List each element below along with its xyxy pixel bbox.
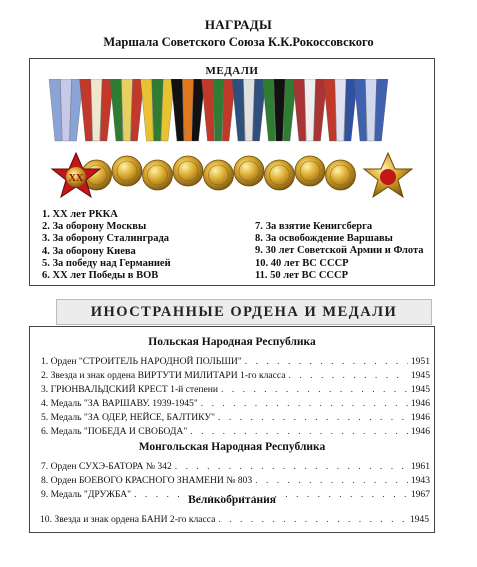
medal-item: 10. 40 лет ВС СССР: [255, 257, 349, 269]
medal-item: 5. За победу над Германией: [42, 257, 171, 269]
award-row: 4. Медаль "ЗА ВАРШАВУ. 1939-1945" . . . 1946: [41, 398, 430, 409]
medal-disc-icon: [265, 160, 295, 190]
medal-disc-icon: [173, 156, 203, 186]
award-row: 2. Звезда и знак ордена ВИРТУТИ МИЛИТАРИ 1-го класса . . . 1945: [41, 370, 430, 381]
medal-ribbon-icon: [263, 79, 297, 141]
medal-disc-icon: [234, 156, 264, 186]
award-row: 9. Медаль "ДРУЖБА" . . . 1967: [41, 489, 430, 500]
award-row: 7. Орден СУХЭ-БАТОРА № 342 . . . 1961: [41, 461, 430, 472]
section-title-mongolia: Монгольская Народная Республика: [138, 441, 326, 453]
medal-item: 2. За оборону Москвы: [42, 221, 147, 233]
page-title: НАГРАДЫ: [204, 17, 273, 32]
medal-ribbon-icon: [324, 79, 358, 141]
award-row: 10. Звезда и знак ордена БАНИ 2-го класса . . . 1945: [40, 514, 429, 525]
medal-disc-icon: [143, 160, 173, 190]
medal-disc-icon: [295, 156, 325, 186]
medal-disc-icon: [204, 160, 234, 190]
medal-item: 6. XX лет Победы в ВОВ: [42, 270, 159, 282]
medal-item: 7. За взятие Кенигсберга: [255, 221, 373, 232]
jubilee-star-medal-icon: [364, 153, 412, 197]
medals-left-list: [42, 209, 171, 282]
medal-disc-icon: [326, 160, 356, 190]
medal-item: 1. XX лет РККА: [42, 209, 118, 220]
medal-item: 4. За оборону Киева: [42, 245, 136, 257]
red-star-medal-icon: [52, 153, 100, 197]
section-title-britain: Великобритания: [188, 494, 276, 506]
medal-item: 9. 30 лет Советской Армии и Флота: [255, 245, 424, 257]
first-medal-text: XX: [68, 173, 84, 184]
medal-ribbon-icon: [171, 79, 205, 141]
medal-ribbon-icon: [202, 79, 236, 141]
award-row: 1. Орден "СТРОИТЕЛЬ НАРОДНОЙ ПОЛЬШИ" . . . 1951: [41, 356, 430, 367]
medal-ribbon-icon: [49, 79, 83, 141]
medal-ribbon-icon: [232, 79, 266, 141]
foreign-awards-banner: ИНОСТРАННЫЕ ОРДЕНА И МЕДАЛИ: [56, 299, 432, 325]
section-title-poland: Польская Народная Республика: [148, 336, 316, 348]
medals-heading: МЕДАЛИ: [205, 65, 259, 77]
medal-ribbon-icon: [110, 79, 144, 141]
medals-right-list: [255, 221, 424, 282]
award-row: 5. Медаль "ЗА ОДЕР, НЕЙСЕ, БАЛТИКУ" . . . 1946: [41, 412, 430, 423]
medal-disc-icon: [112, 156, 142, 186]
medal-ribbon-icon: [293, 79, 327, 141]
medal-ribbon-icon: [80, 79, 114, 141]
medal-ribbon-icon: [354, 79, 388, 141]
page-subtitle: Маршала Советского Союза К.К.Рокоссовского: [103, 35, 374, 49]
award-row: 3. ГРЮНВАЛЬДСКИЙ КРЕСТ 1-й степени . . . 1945: [41, 384, 430, 395]
medal-item: 3. За оборону Сталинграда: [42, 233, 170, 245]
medals-panel: [29, 58, 435, 286]
medal-item: 8. За освобождение Варшавы: [255, 233, 393, 245]
award-row: 6. Медаль "ПОБЕДА И СВОБОДА" . . . 1946: [41, 426, 430, 437]
medals-image: [36, 79, 430, 207]
medal-ribbon-icon: [141, 79, 175, 141]
award-row: 8. Орден БОЕВОГО КРАСНОГО ЗНАМЕНИ № 803 . . . 1943: [41, 475, 430, 486]
medal-item: 11. 50 лет ВС СССР: [255, 269, 349, 281]
